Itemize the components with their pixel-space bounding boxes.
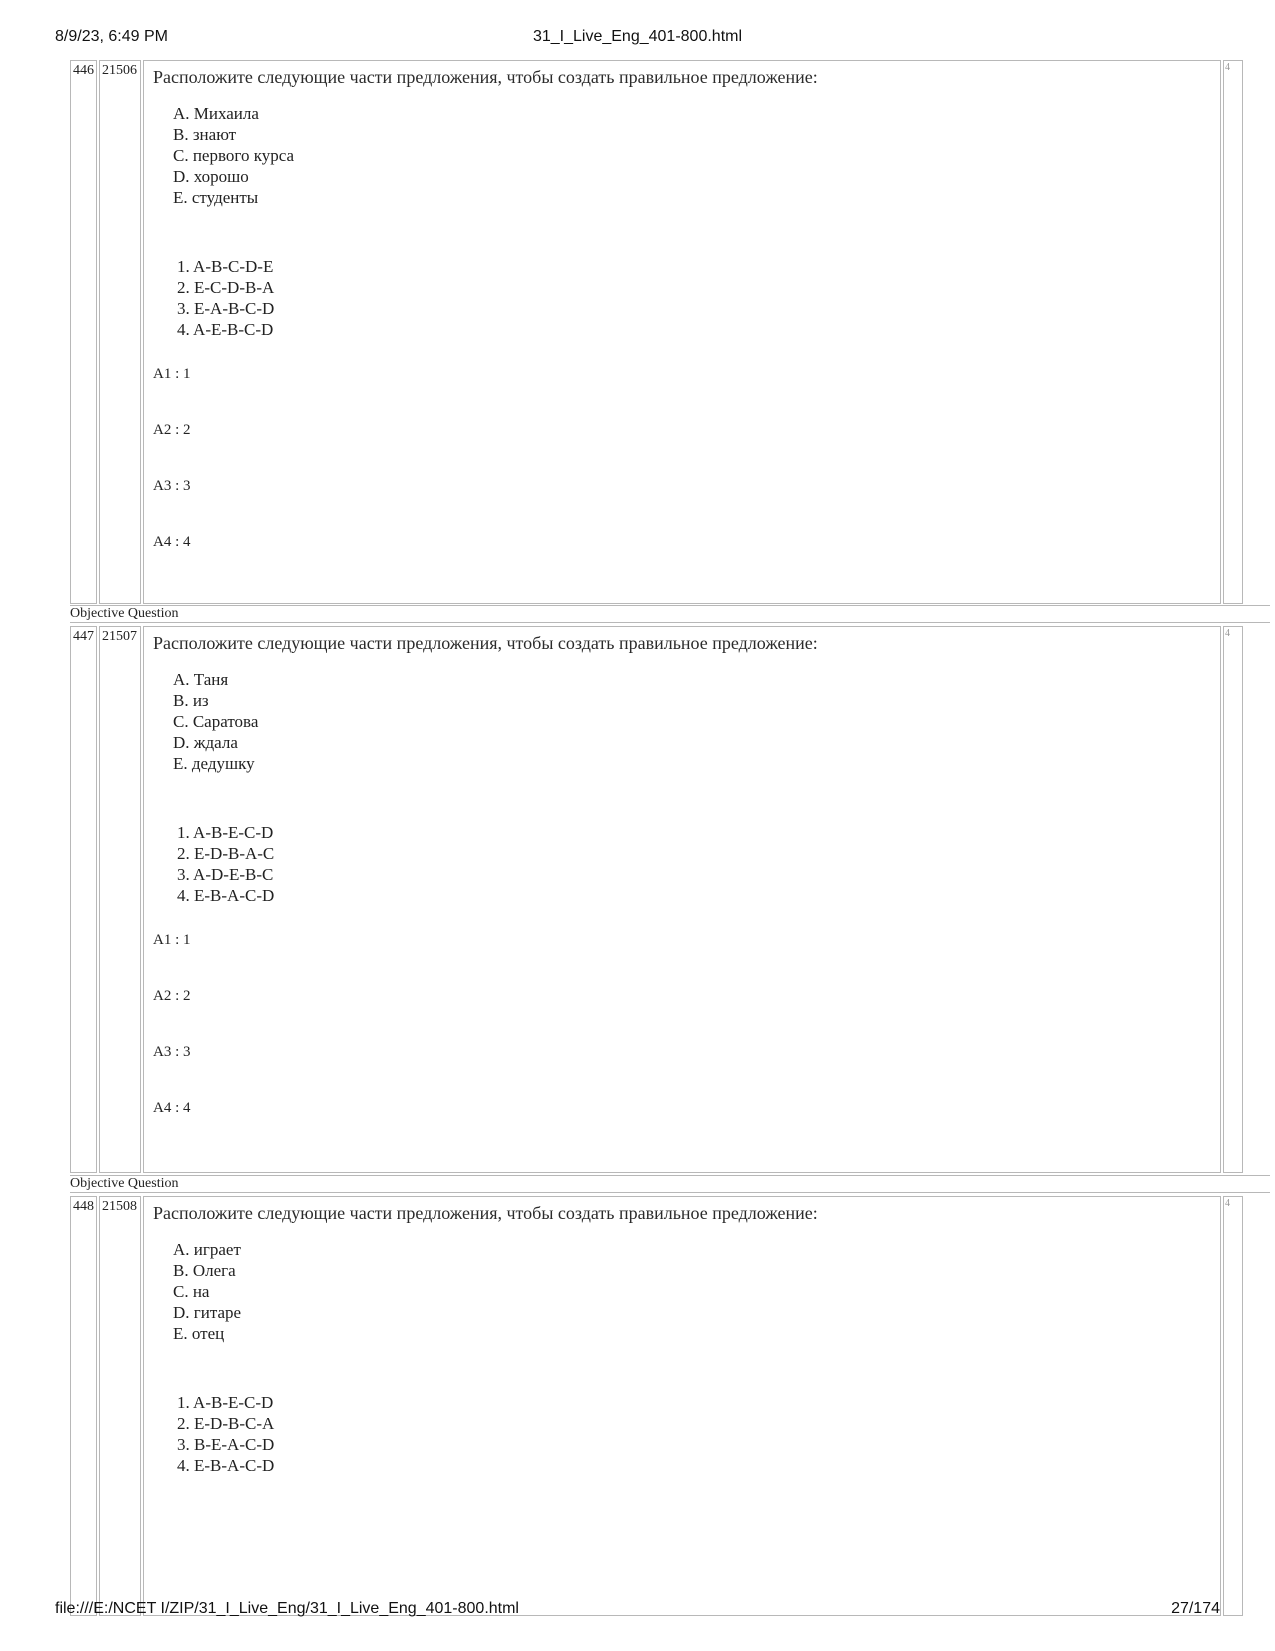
choice-item: 4. E-B-A-C-D [177, 886, 275, 905]
questions-table [70, 60, 1230, 1597]
choice-item: 1. A-B-E-C-D [177, 1393, 274, 1412]
part-item: E. дедушку [173, 754, 255, 773]
question-body [143, 1196, 1221, 1616]
part-item: C. первого курса [173, 146, 295, 165]
choice-item: 2. E-D-B-A-C [177, 844, 275, 863]
choice-item: 2. E-C-D-B-A [177, 278, 275, 297]
question-id: 21507 [99, 626, 141, 1173]
document-title: 31_I_Live_Eng_401-800.html [532, 28, 743, 45]
choice-item: 3. B-E-A-C-D [177, 1435, 275, 1454]
part-item: E. студенты [173, 188, 259, 207]
part-item: C. Саратова [173, 712, 259, 731]
question-row [70, 1196, 1270, 1616]
choice-item: 1. A-B-E-C-D [177, 823, 274, 842]
answer-option: A1 : 1 [153, 932, 191, 948]
answer-choices [177, 1392, 1213, 1476]
edge-cell [1223, 1196, 1243, 1616]
sentence-parts [173, 103, 1213, 208]
choice-item: 1. A-B-C-D-E [177, 257, 274, 276]
part-item: E. отец [173, 1324, 225, 1343]
sentence-parts [173, 1239, 1213, 1344]
choice-item: 3. A-D-E-B-C [177, 865, 274, 884]
answer-choices [177, 256, 1213, 340]
question-stem: Расположите следующие части предложения, чтобы создать правильное предложение: [153, 67, 818, 87]
answer-option: A1 : 1 [153, 366, 191, 382]
edge-glyph: 4 [1225, 628, 1230, 639]
part-item: A. играет [173, 1240, 241, 1259]
edge-cell [1223, 60, 1243, 604]
question-type-label: Objective Question [70, 605, 1270, 623]
question-number: 448 [70, 1196, 97, 1616]
print-datetime: 8/9/23, 6:49 PM [55, 28, 168, 45]
edge-cell [1223, 626, 1243, 1173]
answer-option: A4 : 4 [153, 1100, 191, 1116]
answer-options [153, 366, 1213, 590]
choice-item: 3. E-A-B-C-D [177, 299, 275, 318]
part-item: A. Михаила [173, 104, 259, 123]
file-path: file:///E:/NCET I/ZIP/31_I_Live_Eng/31_I_Live_Eng_401-800.html [55, 1600, 519, 1617]
part-item: B. знают [173, 125, 237, 144]
part-item: C. на [173, 1282, 210, 1301]
page-number: 27/174 [1171, 1600, 1220, 1617]
answer-option: A4 : 4 [153, 534, 191, 550]
question-stem: Расположите следующие части предложения, чтобы создать правильное предложение: [153, 1203, 818, 1223]
answer-option: A3 : 3 [153, 1044, 191, 1060]
edge-glyph: 4 [1225, 62, 1230, 73]
question-number: 447 [70, 626, 97, 1173]
answer-option: A2 : 2 [153, 422, 191, 438]
question-id: 21506 [99, 60, 141, 604]
question-body [143, 626, 1221, 1173]
edge-glyph: 4 [1225, 1198, 1230, 1209]
part-item: D. хорошо [173, 167, 249, 186]
answer-option: A3 : 3 [153, 478, 191, 494]
part-item: D. ждала [173, 733, 238, 752]
question-stem: Расположите следующие части предложения, чтобы создать правильное предложение: [153, 633, 818, 653]
question-type-label: Objective Question [70, 1175, 1270, 1193]
choice-item: 2. E-D-B-C-A [177, 1414, 275, 1433]
choice-item: 4. E-B-A-C-D [177, 1456, 275, 1475]
part-item: B. Олега [173, 1261, 236, 1280]
part-item: A. Таня [173, 670, 229, 689]
answer-option: A2 : 2 [153, 988, 191, 1004]
answer-options [153, 932, 1213, 1156]
question-row [70, 60, 1270, 604]
question-row [70, 626, 1270, 1173]
part-item: D. гитаре [173, 1303, 242, 1322]
part-item: B. из [173, 691, 209, 710]
sentence-parts [173, 669, 1213, 774]
question-number: 446 [70, 60, 97, 604]
choice-item: 4. A-E-B-C-D [177, 320, 274, 339]
question-id: 21508 [99, 1196, 141, 1616]
answer-choices [177, 822, 1213, 906]
question-body [143, 60, 1221, 604]
